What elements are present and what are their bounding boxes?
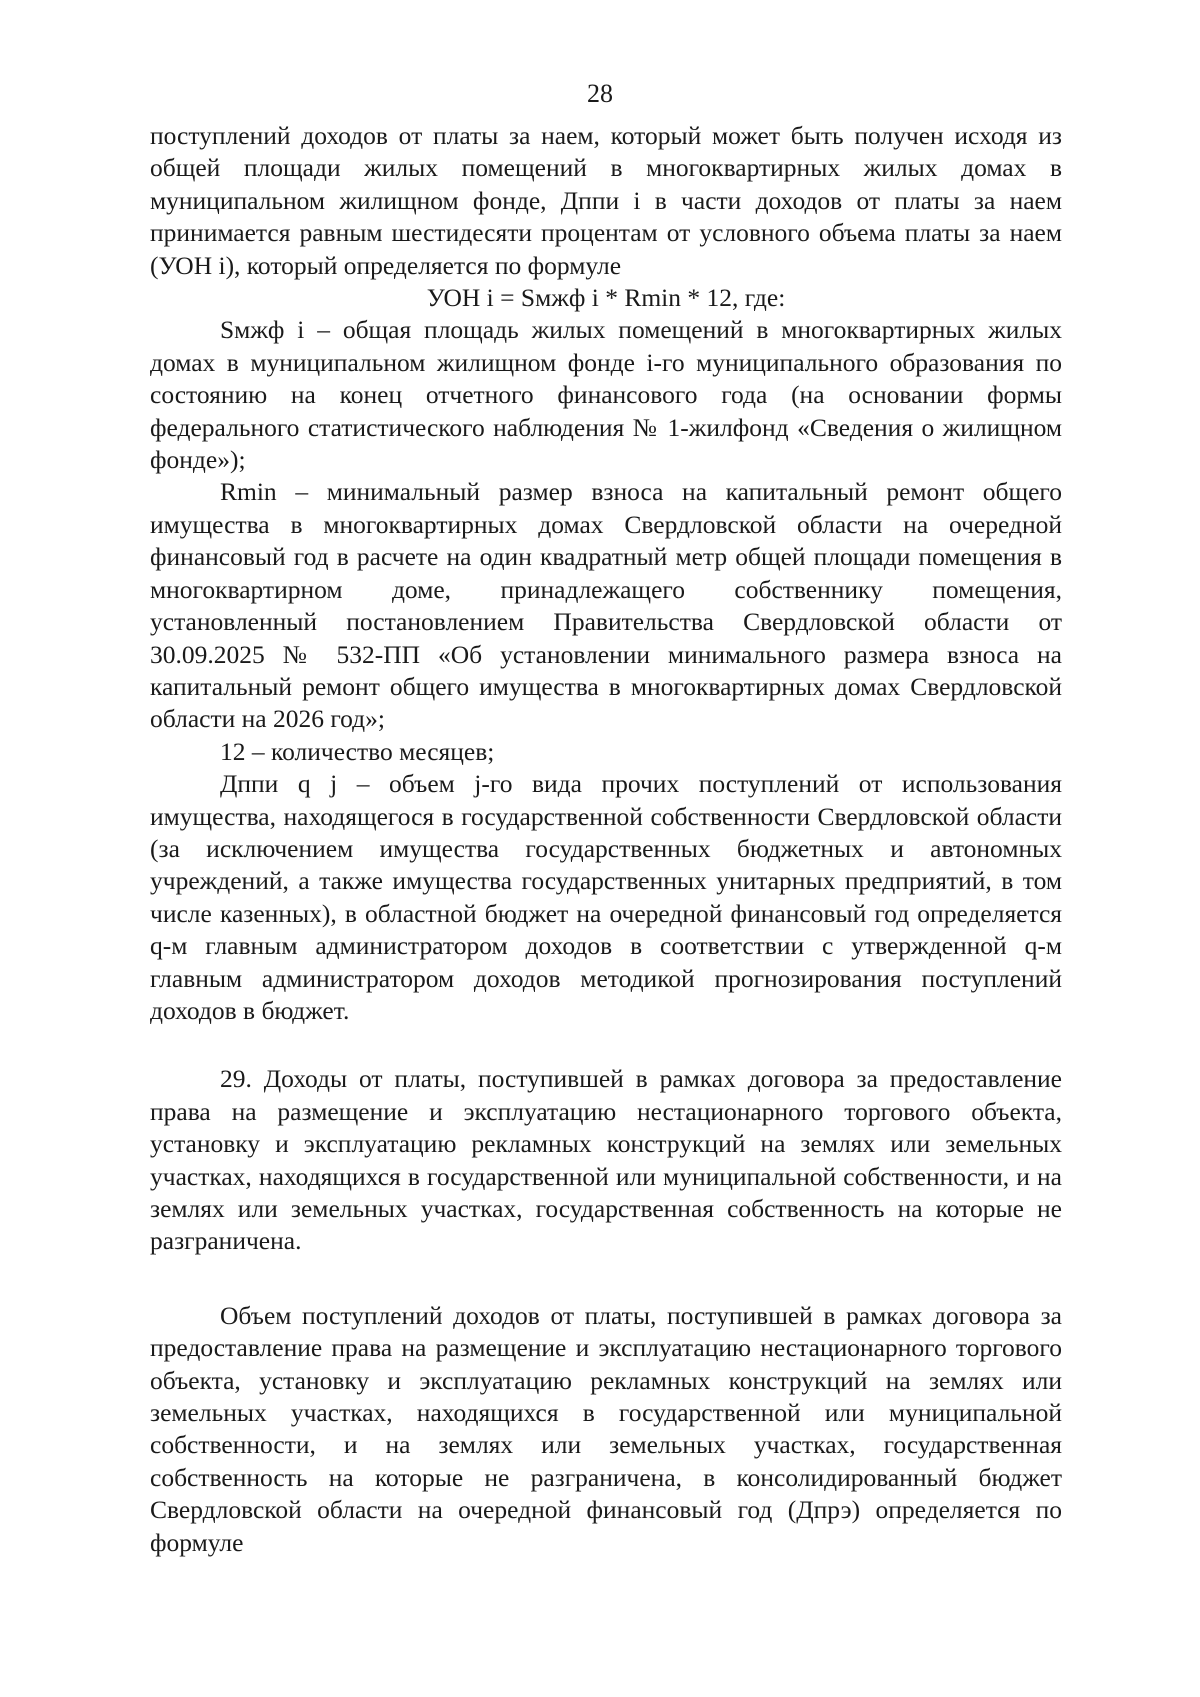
paragraph-section-29: 29. Доходы от платы, поступившей в рамках договора за предоставление права на размещение и эксплуатацию нестационарного торгового объекта, установку и эксплуатацию рекламных конструкций на землях или земельных участках, находящихся в государственной или муниципальной собственности, и на землях или земельных участках, государственная собственность на которые не разграничена. bbox=[150, 1064, 1062, 1256]
document-body bbox=[150, 120, 1062, 1559]
paragraph-definition-rmin: Rmin – минимальный размер взноса на капитальный ремонт общего имущества в многоквартирных домах Свердловской области на очередной финансовый год в расчете на один квадратный метр общей площади помещения в многоквартирном доме, принадлежащего собственнику помещения, установленный постановлением Правительства Свердловской области от 30.09.2025 № 532-ПП «Об установлении минимального размера взноса на капитальный ремонт общего имущества в многоквартирных домах Свердловской области на 2026 год»; bbox=[150, 477, 1062, 734]
paragraph-definition-months: 12 – количество месяцев; bbox=[220, 736, 495, 766]
paragraph-definition-smzhf: Sмжф i – общая площадь жилых помещений в многоквартирных жилых домах в муниципальном жилищном фонде i-го муниципального образования по состоянию на конец отчетного финансового года (на основании формы федерального статистического наблюдения № 1-жилфонд «Сведения о жилищном фонде»); bbox=[150, 315, 1062, 475]
paragraph-definition-dppi-qj: Дппи q j – объем j-го вида прочих поступлений от использования имущества, находящегося в государственной собственности Свердловской области (за исключением имущества государственных бюджетных и автономных учреждений, а также имущества государственных унитарных предприятий, в том числе казенных), в областной бюджет на очередной финансовый год определяется q-м главным администратором доходов в соответствии с утвержденной q-м главным администратором доходов методикой прогнозирования поступлений доходов в бюджет. bbox=[150, 769, 1062, 1025]
section-spacer bbox=[150, 1027, 1062, 1063]
paragraph-volume-of-receipts: Объем поступлений доходов от платы, поступившей в рамках договора за предоставление права на размещение и эксплуатацию нестационарного торгового объекта, установку и эксплуатацию рекламных конструкций на землях или земельных участках, находящихся в государственной или муниципальной собственности, и на землях или земельных участках, государственная собственность на которые не разграничена, в консолидированный бюджет Свердловской области на очередной финансовый год (Дпрэ) определяется по формуле bbox=[150, 1300, 1062, 1557]
paragraph-income-from-rent: поступлений доходов от платы за наем, который может быть получен исходя из общей площади жилых помещений в многоквартирных жилых домах в муниципальном жилищном фонде, Дппи i в части доходов от платы за наем принимается равным шестидесяти процентам от условного объема платы за наем (УОН i), который определяется по формуле bbox=[150, 121, 1062, 280]
formula-uon: УОН i = Sмжф i * Rmin * 12, где: bbox=[426, 283, 786, 313]
section-spacer bbox=[150, 1258, 1062, 1300]
page-number: 28 bbox=[587, 79, 613, 108]
